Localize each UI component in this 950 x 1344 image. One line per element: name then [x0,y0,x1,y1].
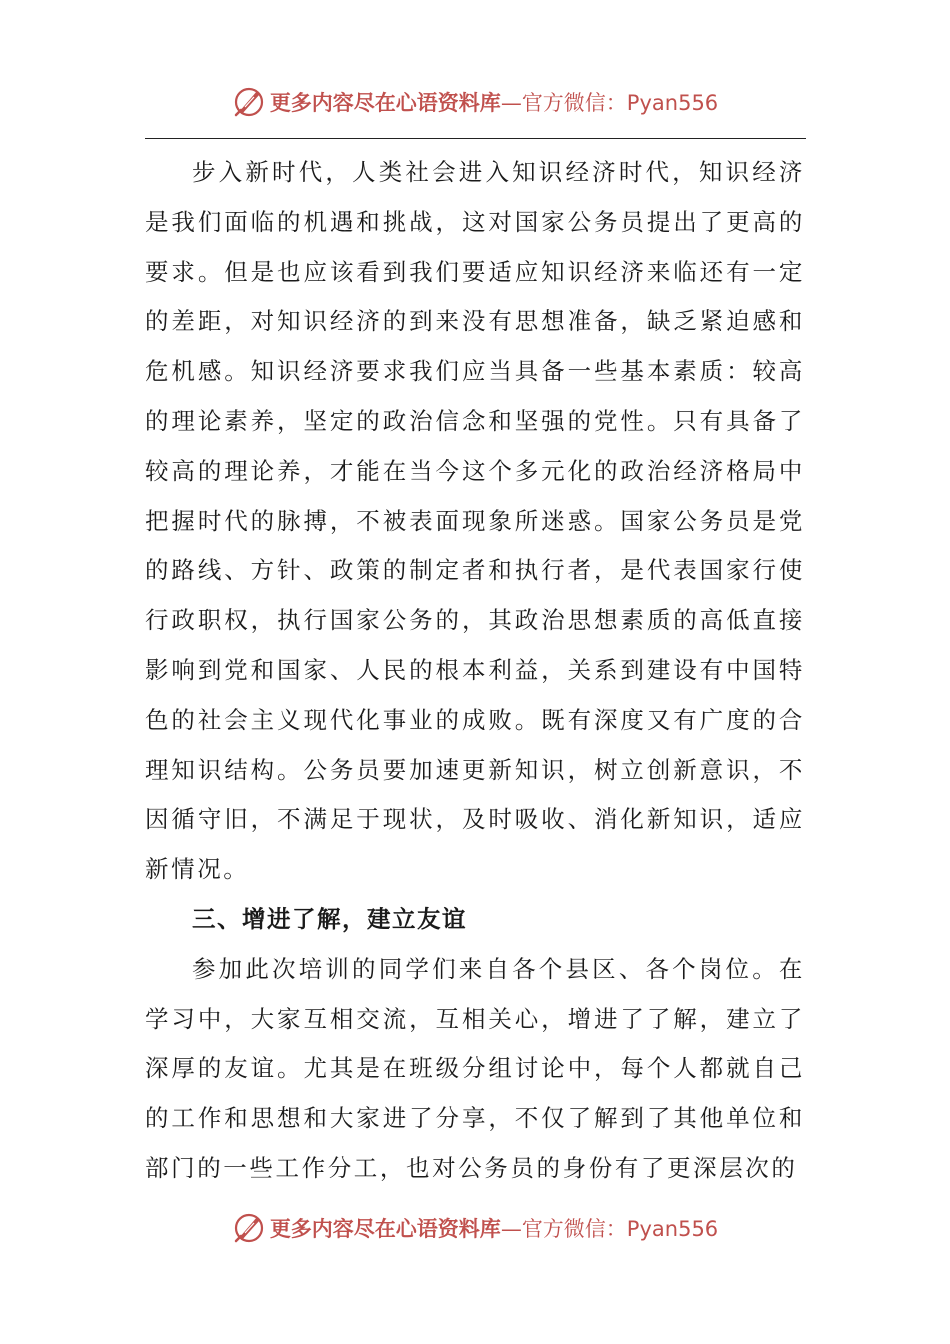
document-body [145,148,805,1194]
header-banner-title: 更多内容尽在心语资料库 [269,90,501,115]
footer-banner [0,1208,950,1248]
paragraph-knowledge-economy: 步入新时代，人类社会进入知识经济时代，知识经济是我们面临的机遇和挑战，这对国家公务员提出了更高的要求。但是也应该看到我们要适应知识经济来临还有一定的差距，对知识经济的到来没有思想准备，缺乏紧迫感和危机感。知识经济要求我们应当具备一些基本素质：较高的理论素养，坚定的政治信念和坚强的党性。只有具备了较高的理论养，才能在当今这个多元化的政治经济格局中把握时代的脉搏，不被表面现象所迷惑。国家公务员是党的路线、方针、政策的制定者和执行者，是代表国家行使行政职权，执行国家公务的，其政治思想素质的高低直接影响到党和国家、人民的根本利益，关系到建设有中国特色的社会主义现代化事业的成败。既有深度又有广度的合理知识结构。公务员要加速更新知识，树立创新意识，不因循守旧，不满足于现状，及时吸收、消化新知识，适应新情况。 [145,158,805,884]
paragraph-friendship: 参加此次培训的同学们来自各个县区、各个岗位。在学习中，大家互相交流，互相关心，增进了了解，建立了深厚的友谊。尤其是在班级分组讨论中，每个人都就自己的工作和思想和大家进了分享，不仅了解到了其他单位和部门的一些工作分工，也对公务员的身份有了更深层次的 [145,954,805,1182]
section-heading-3: 三、增进了解，建立友谊 [192,904,467,933]
header-banner-text [270,87,718,117]
quill-logo-icon [232,85,266,119]
footer-banner-text [270,1213,718,1243]
quill-logo-icon [232,1211,266,1245]
header-divider [145,138,806,139]
footer-banner-title: 更多内容尽在心语资料库 [269,1216,501,1241]
header-banner-wechat: —官方微信：Pyan556 [500,91,719,115]
header-banner [0,82,950,122]
footer-banner-wechat: —官方微信：Pyan556 [500,1217,719,1241]
